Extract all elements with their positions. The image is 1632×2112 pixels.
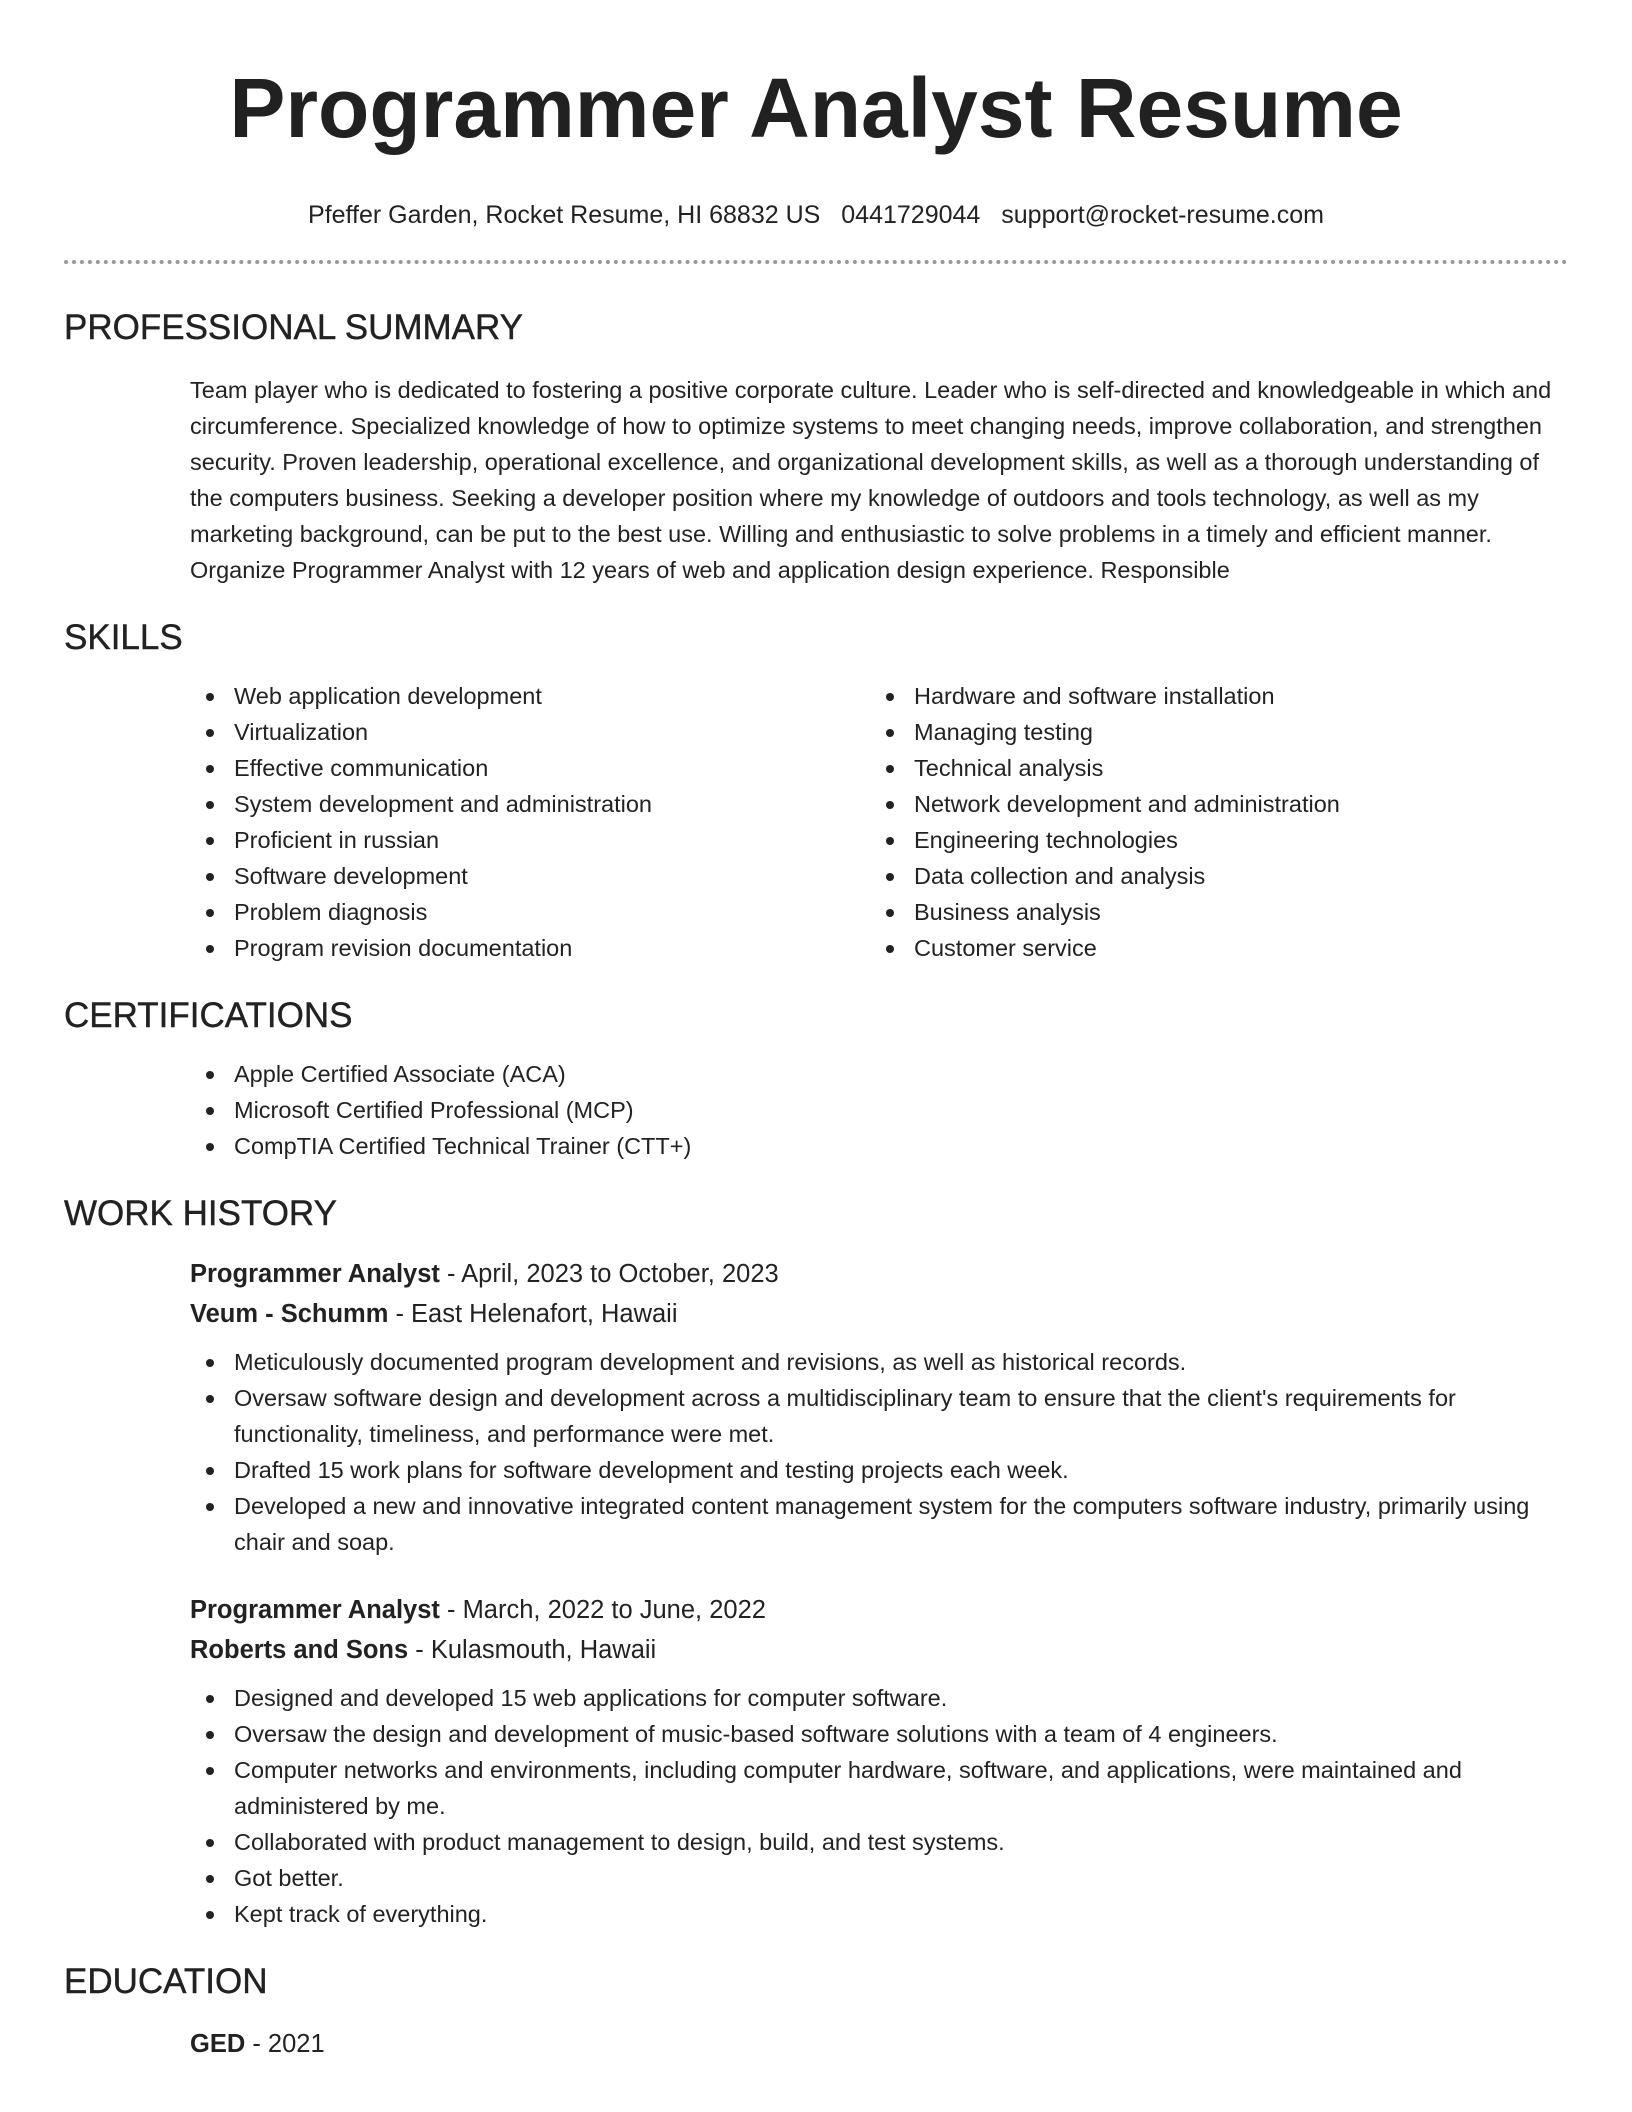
education-entry xyxy=(64,2024,1568,2064)
job-bullet: Designed and developed 15 web applications for computer software. xyxy=(190,1680,1568,1716)
skill-item: Proficient in russian xyxy=(190,822,870,858)
skill-item: Web application development xyxy=(190,678,870,714)
certifications-heading: CERTIFICATIONS xyxy=(64,996,353,1035)
certifications-list xyxy=(64,1056,1568,1164)
job-bullet: Computer networks and environments, including computer hardware, software, and applications, were maintained and administered by me. xyxy=(190,1752,1568,1824)
skill-item: Problem diagnosis xyxy=(190,894,870,930)
contact-line xyxy=(64,198,1568,232)
skills-list-right xyxy=(870,678,1530,966)
skill-item: Data collection and analysis xyxy=(870,858,1530,894)
skills-section xyxy=(64,616,1568,966)
job-title: Programmer Analyst xyxy=(190,1596,440,1624)
skills-heading: SKILLS xyxy=(64,618,183,657)
job-title: Programmer Analyst xyxy=(190,1260,440,1288)
contact-address: Pfeffer Garden, Rocket Resume, HI 68832 US xyxy=(308,201,821,229)
job-company: Veum - Schumm xyxy=(190,1300,389,1328)
contact-phone: 0441729044 xyxy=(841,201,981,229)
job-entry xyxy=(64,1590,1568,1932)
certification-item: Microsoft Certified Professional (MCP) xyxy=(190,1092,1568,1128)
job-bullet: Drafted 15 work plans for software development and testing projects each week. xyxy=(190,1452,1568,1488)
education-heading: EDUCATION xyxy=(64,1962,268,2001)
contact-email: support@rocket-resume.com xyxy=(1001,201,1324,229)
education-degree: GED xyxy=(190,2030,246,2058)
skill-item: Network development and administration xyxy=(870,786,1530,822)
summary-section xyxy=(64,306,1568,588)
job-bullet: Kept track of everything. xyxy=(190,1896,1568,1932)
job-location: - Kulasmouth, Hawaii xyxy=(408,1636,657,1664)
work-history-heading: WORK HISTORY xyxy=(64,1194,337,1233)
job-entry xyxy=(64,1254,1568,1560)
skill-item: Customer service xyxy=(870,930,1530,966)
job-bullet: Oversaw software design and development across a multidisciplinary team to ensure that the client's requirements for functionality, timeliness, and performance were met. xyxy=(190,1380,1568,1452)
skill-item: Software development xyxy=(190,858,870,894)
job-dates: - April, 2023 to October, 2023 xyxy=(439,1260,779,1288)
job-company-line xyxy=(190,1630,1568,1670)
skill-item: Virtualization xyxy=(190,714,870,750)
skill-item: Hardware and software installation xyxy=(870,678,1530,714)
job-bullet: Meticulously documented program development and revisions, as well as historical records. xyxy=(190,1344,1568,1380)
certification-item: CompTIA Certified Technical Trainer (CTT+) xyxy=(190,1128,1568,1164)
education-year: - 2021 xyxy=(245,2030,325,2058)
job-dates: - March, 2022 to June, 2022 xyxy=(439,1596,766,1624)
summary-heading: PROFESSIONAL SUMMARY xyxy=(64,308,523,347)
job-bullet: Collaborated with product management to design, build, and test systems. xyxy=(190,1824,1568,1860)
job-title-line xyxy=(190,1254,1568,1294)
job-bullets xyxy=(190,1680,1568,1932)
resume-page xyxy=(64,0,1568,2064)
work-history-section xyxy=(64,1192,1568,1932)
certifications-section xyxy=(64,994,1568,1164)
job-title-line xyxy=(190,1590,1568,1630)
skill-item: Effective communication xyxy=(190,750,870,786)
skill-item: Managing testing xyxy=(870,714,1530,750)
skill-item: Program revision documentation xyxy=(190,930,870,966)
skill-item: Technical analysis xyxy=(870,750,1530,786)
page-title: Programmer Analyst Resume xyxy=(229,61,1403,155)
header-divider xyxy=(64,260,1568,264)
education-section xyxy=(64,1960,1568,2064)
job-company-line xyxy=(190,1294,1568,1334)
job-location: - East Helenafort, Hawaii xyxy=(388,1300,678,1328)
job-bullet: Developed a new and innovative integrated content management system for the computers software industry, primarily using chair and soap. xyxy=(190,1488,1568,1560)
skills-columns xyxy=(64,678,1568,966)
summary-text: Team player who is dedicated to fostering a positive corporate culture. Leader who is self-directed and knowledgeable in which and circumference. Specialized knowledge of how to optimize systems to meet changing needs, improve collaboration, and strengthen security. Proven leadership, operational excellence, and organizational development skills, as well as a thorough understanding of the computers business. Seeking a developer position where my knowledge of outdoors and tools technology, as well as my marketing background, can be put to the best use. Willing and enthusiastic to solve problems in a timely and efficient manner. Organize Programmer Analyst with 12 years of web and application design experience. Responsible xyxy=(190,377,1552,583)
job-bullets xyxy=(190,1344,1568,1560)
job-bullet: Oversaw the design and development of music-based software solutions with a team of 4 engineers. xyxy=(190,1716,1568,1752)
skill-item: System development and administration xyxy=(190,786,870,822)
skills-list-left xyxy=(190,678,870,966)
certification-item: Apple Certified Associate (ACA) xyxy=(190,1056,1568,1092)
skill-item: Engineering technologies xyxy=(870,822,1530,858)
skill-item: Business analysis xyxy=(870,894,1530,930)
job-bullet: Got better. xyxy=(190,1860,1568,1896)
job-company: Roberts and Sons xyxy=(190,1636,409,1664)
